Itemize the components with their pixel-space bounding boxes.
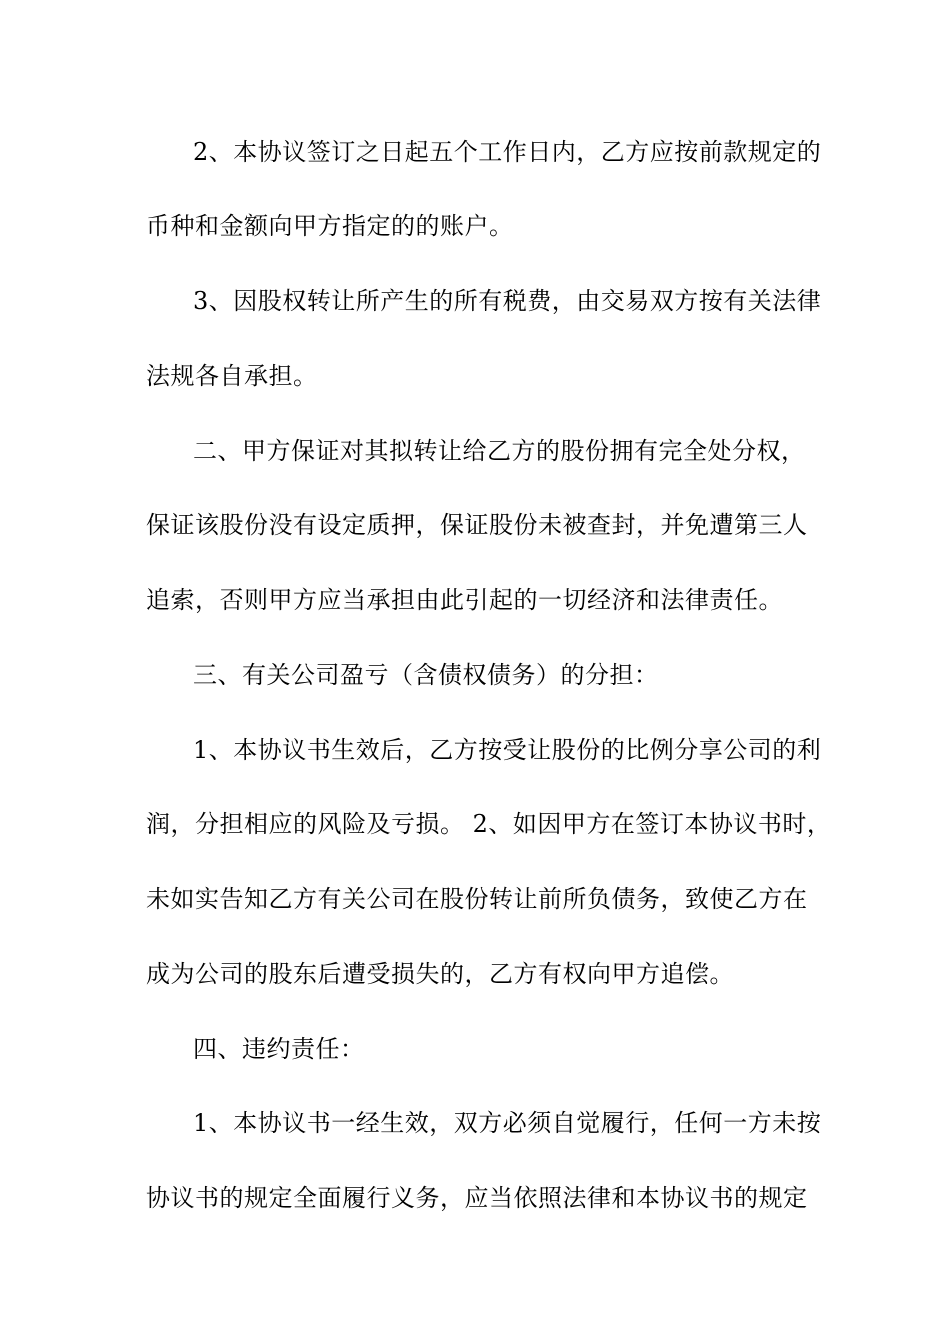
text-line: 四、违约责任： xyxy=(193,1035,365,1063)
text-line: 3、因股权转让所产生的所有税费，由交易双方按有关法律 xyxy=(193,287,822,315)
text-line: 润，分担相应的风险及亏损。 2、如因甲方在签订本协议书时， xyxy=(146,810,832,838)
text-line: 三、有关公司盈亏（含债权债务）的分担： xyxy=(193,661,659,689)
text-line: 追索，否则甲方应当承担由此引起的一切经济和法律责任。 xyxy=(146,586,783,614)
text-line: 币种和金额向甲方指定的的账户。 xyxy=(146,212,514,240)
text-line: 法规各自承担。 xyxy=(146,362,318,390)
text-line: 2、本协议签订之日起五个工作日内，乙方应按前款规定的 xyxy=(193,138,822,166)
text-line: 二、甲方保证对其拟转让给乙方的股份拥有完全处分权， xyxy=(193,437,806,465)
text-line: 1、本协议书生效后，乙方按受让股份的比例分享公司的利 xyxy=(193,736,822,764)
text-line: 未如实告知乙方有关公司在股份转让前所负债务，致使乙方在 xyxy=(146,885,808,913)
text-line: 成为公司的股东后遭受损失的，乙方有权向甲方追偿。 xyxy=(146,960,734,988)
text-line: 协议书的规定全面履行义务，应当依照法律和本协议书的规定 xyxy=(146,1184,808,1212)
text-line: 保证该股份没有设定质押，保证股份未被查封，并免遭第三人 xyxy=(146,511,808,539)
text-line: 1、本协议书一经生效，双方必须自觉履行，任何一方未按 xyxy=(193,1109,822,1137)
